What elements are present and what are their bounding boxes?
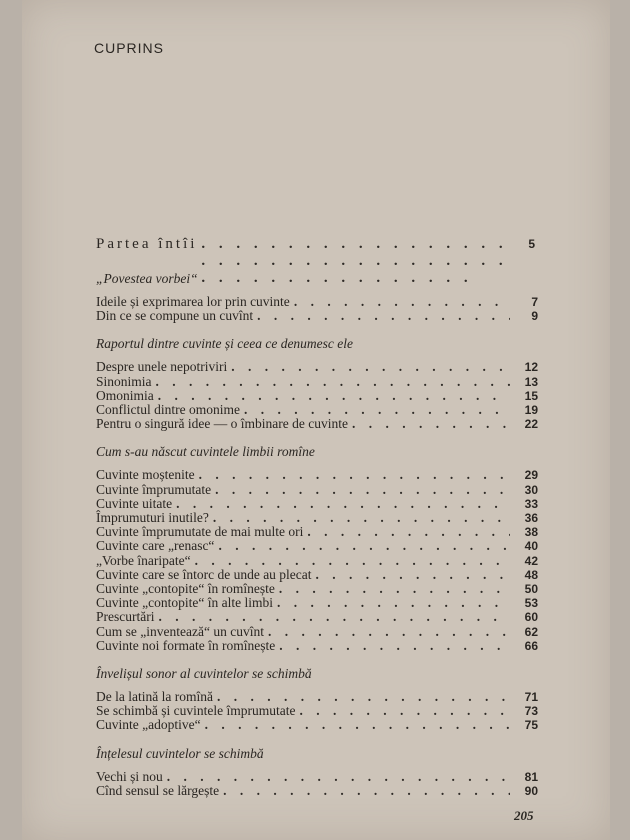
entry-page: 12 bbox=[524, 360, 538, 375]
entry-page: 53 bbox=[524, 596, 538, 611]
dot-leader bbox=[217, 690, 510, 704]
dot-leader bbox=[158, 610, 510, 624]
entry-label: Prescurtări bbox=[96, 609, 155, 625]
dot-leader bbox=[268, 625, 510, 639]
toc-entry bbox=[96, 539, 538, 553]
entry-label: De la latină la romînă bbox=[96, 689, 213, 705]
toc-entry bbox=[96, 639, 538, 653]
dot-leader bbox=[352, 417, 510, 431]
entry-page: 19 bbox=[524, 403, 538, 418]
entry-label: Conflictul dintre omonime bbox=[96, 402, 240, 418]
section-title: Înțelesul cuvintelor se schimbă bbox=[96, 745, 264, 761]
entry-page: 22 bbox=[524, 417, 538, 432]
entry-label: Cuvinte care „renasc“ bbox=[96, 538, 215, 554]
section-title: Raportul dintre cuvinte și ceea ce denumesc ele bbox=[96, 336, 354, 352]
dot-leader bbox=[215, 483, 510, 497]
dot-leader bbox=[231, 360, 510, 374]
entry-label: Cuvinte noi formate în romînește bbox=[96, 637, 276, 653]
dot-leader bbox=[176, 497, 510, 511]
dot-leader bbox=[223, 784, 510, 798]
entry-page: 73 bbox=[524, 704, 538, 719]
entry-label: Cuvinte împrumutate de mai multe ori bbox=[96, 524, 304, 540]
toc-entry bbox=[96, 690, 538, 704]
entry-page: 40 bbox=[524, 539, 538, 554]
dot-leader bbox=[279, 639, 510, 653]
entry-page: 29 bbox=[524, 468, 538, 483]
section-title: „Povestea vorbei“ bbox=[96, 271, 198, 286]
entry-label: Omonimia bbox=[96, 387, 154, 403]
toc-entry bbox=[96, 784, 538, 798]
dot-leader bbox=[158, 389, 510, 403]
entry-label: Cum se „inventează“ un cuvînt bbox=[96, 623, 264, 639]
dot-leader bbox=[316, 568, 510, 582]
dot-leader bbox=[279, 582, 510, 596]
entry-label: Din ce se compune un cuvînt bbox=[96, 308, 254, 324]
entry-page: 9 bbox=[531, 309, 538, 324]
toc-entry bbox=[96, 468, 538, 482]
dot-leader bbox=[218, 539, 510, 553]
toc-entry bbox=[96, 525, 538, 539]
entry-page: 7 bbox=[531, 295, 538, 309]
entry-page: 50 bbox=[524, 582, 538, 597]
part-entry bbox=[96, 236, 538, 258]
entry-label: Cuvinte împrumutate bbox=[96, 481, 212, 497]
entry-page: 71 bbox=[524, 690, 538, 705]
entry-label: Cuvinte „contopite“ în romînește bbox=[96, 581, 275, 597]
entry-page: 38 bbox=[524, 525, 538, 540]
toc-entry bbox=[96, 582, 538, 596]
toc-entry bbox=[96, 511, 538, 525]
toc-entry bbox=[96, 610, 538, 624]
entry-page: 33 bbox=[524, 496, 538, 511]
toc-entry bbox=[96, 497, 538, 511]
dot-leader bbox=[299, 704, 510, 718]
toc-entry bbox=[96, 625, 538, 639]
section-title: Învelișul sonor al cuvintelor se schimbă bbox=[96, 666, 312, 682]
entry-label: Sinonimia bbox=[96, 373, 152, 389]
dot-leader bbox=[277, 596, 510, 610]
entry-label: „Vorbe înaripate“ bbox=[96, 552, 191, 568]
toc-entry bbox=[96, 568, 538, 582]
entry-page: 36 bbox=[524, 511, 538, 526]
entry-label: Împrumuturi inutile? bbox=[96, 510, 209, 526]
dot-leader bbox=[167, 770, 510, 784]
dot-leader bbox=[195, 554, 510, 568]
toc-entry bbox=[96, 770, 538, 784]
entry-page: 66 bbox=[524, 638, 538, 653]
entry-page: 90 bbox=[524, 783, 538, 798]
toc-entry bbox=[96, 309, 538, 323]
entry-page: 75 bbox=[524, 718, 538, 733]
entry-page: 60 bbox=[524, 610, 538, 625]
section-title: Cum s-au născut cuvintele limbii romîne bbox=[96, 444, 315, 460]
toc-entry bbox=[96, 554, 538, 568]
entry-page: 42 bbox=[524, 553, 538, 568]
entry-label: Despre unele nepotriviri bbox=[96, 359, 228, 375]
dot-leader bbox=[201, 236, 510, 287]
page-title: CUPRINS bbox=[94, 40, 165, 56]
entry-label: Cînd sensul se lărgește bbox=[96, 782, 220, 798]
entry-page: 13 bbox=[524, 374, 538, 389]
toc-entry bbox=[96, 596, 538, 610]
dot-leader bbox=[244, 403, 510, 417]
book-page bbox=[22, 0, 610, 840]
part-page: 5 bbox=[528, 237, 538, 251]
toc-entry bbox=[96, 417, 538, 431]
page-number: 205 bbox=[514, 808, 534, 823]
dot-leader bbox=[307, 525, 510, 539]
entry-page: 30 bbox=[524, 482, 538, 497]
table-of-contents bbox=[96, 236, 538, 798]
dot-leader bbox=[257, 309, 510, 323]
entry-label: Cuvinte moștenite bbox=[96, 467, 195, 483]
toc-entry bbox=[96, 704, 538, 718]
entry-page: 81 bbox=[524, 769, 538, 784]
toc-entry bbox=[96, 483, 538, 497]
dot-leader bbox=[156, 375, 510, 389]
entry-label: Cuvinte care se întorc de unde au plecat bbox=[96, 566, 312, 582]
toc-entry bbox=[96, 375, 538, 389]
entry-label: Pentru o singură idee — o îmbinare de cuvinte bbox=[96, 416, 348, 432]
toc-entry bbox=[96, 360, 538, 374]
toc-entry bbox=[96, 389, 538, 403]
entry-label: Cuvinte „contopite“ în alte limbi bbox=[96, 595, 273, 611]
dot-leader bbox=[205, 718, 510, 732]
dot-leader bbox=[294, 295, 510, 309]
entry-label: Cuvinte uitate bbox=[96, 495, 173, 511]
entry-label: Ideile și exprimarea lor prin cuvinte bbox=[96, 294, 290, 309]
entry-page: 48 bbox=[524, 567, 538, 582]
entry-page: 15 bbox=[524, 388, 538, 403]
toc-entry bbox=[96, 718, 538, 732]
dot-leader bbox=[213, 511, 510, 525]
toc-entry bbox=[96, 295, 538, 309]
toc-entry bbox=[96, 403, 538, 417]
entry-label: Vechi și nou bbox=[96, 768, 163, 784]
dot-leader bbox=[199, 468, 510, 482]
entry-page: 62 bbox=[524, 624, 538, 639]
entry-label: Cuvinte „adoptive“ bbox=[96, 717, 201, 733]
part-label: Partea întîi bbox=[96, 236, 198, 252]
entry-label: Se schimbă și cuvintele împrumutate bbox=[96, 703, 296, 719]
